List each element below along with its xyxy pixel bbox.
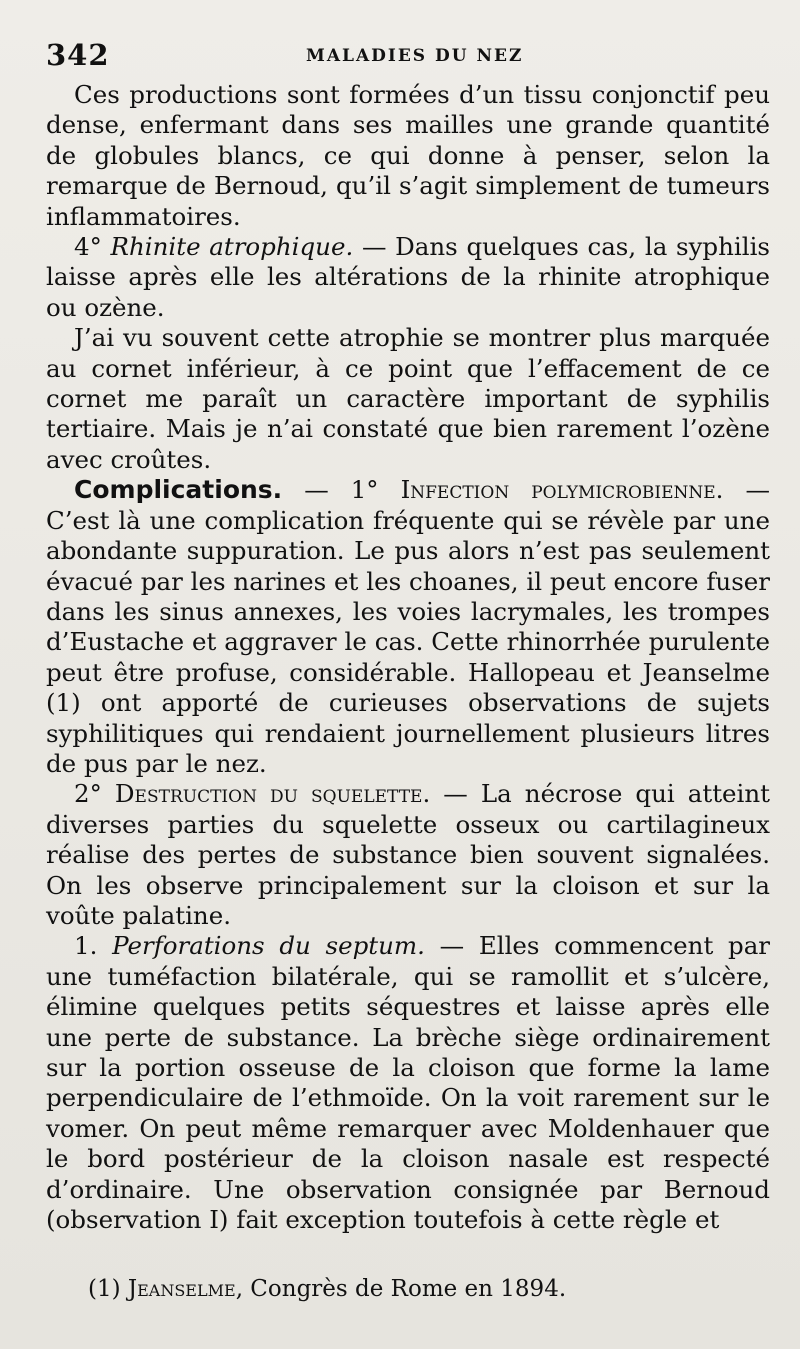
paragraph-complications bbox=[46, 475, 770, 779]
running-head: MALADIES DU NEZ bbox=[306, 46, 524, 66]
subsection-title: — 1° Infection polymicrobienne. bbox=[282, 475, 724, 505]
footnote-author: Jeanselme bbox=[127, 1276, 236, 1302]
section-text: — C’est là une complication fréquente qui se révèle par une abondante suppuration. Le pus alors n’est pas seulement évacué par les narines et les choanes, il peut encore fuser dans les sinus annexes, les voies lacrymales, les trompes d’Eustache et aggraver le cas. Cette rhinorrhée purulente peut être profuse, considérable. Hallopeau et Jeanselme (1) ont apporté de curieuses observations de sujets syphilitiques qui rendaient journellement plusieurs litres de pus par le nez. bbox=[46, 475, 770, 778]
footnote bbox=[88, 1276, 566, 1302]
section-text: — La nécrose qui atteint diverses parties du squelette osseux ou cartilagineux réalise des pertes de substance bien souvent signalées. On les observe principalement sur la cloison et sur la voûte palatine. bbox=[46, 779, 770, 930]
section-title: Perforations du septum. bbox=[112, 931, 425, 961]
section-number: 1. bbox=[74, 931, 113, 961]
section-text: — Elles commencent par une tuméfaction bilatérale, qui se ramollit et s’ulcère, élimine quelques petits séquestres et laisse après elle une perte de substance. La brèche siège ordinairement sur la portion osseuse de la cloison que forme la lame perpendiculaire de l’ethmoïde. On la voit rarement sur le vomer. On peut même remarquer avec Moldenhauer que le bord postérieur de la cloison nasale est respecté d’ordinaire. Une observation consignée par Bernoud (observation I) fait exception toutefois à cette règle et bbox=[46, 931, 771, 1235]
paragraph-atrophie-cornet: J’ai vu souvent cette atrophie se montrer plus marquée au cornet inférieur, à ce point que l’effacement de ce cornet me paraît un caractère important de syphilis tertiaire. Mais je n’ai constaté que bien rarement l’ozène avec croûtes. bbox=[46, 323, 770, 474]
complications-heading: Complications. bbox=[74, 475, 283, 505]
section-number: 2° bbox=[74, 779, 115, 809]
section-title: Rhinite atrophique. bbox=[110, 232, 354, 262]
page-header bbox=[46, 34, 770, 74]
section-text: — Dans quelques cas, la syphilis laisse après elle les altérations de la rhinite atrophique ou ozène. bbox=[46, 232, 770, 322]
footnote-marker: (1) bbox=[88, 1276, 128, 1302]
paragraph-tumeurs: Ces productions sont formées d’un tissu conjonctif peu dense, enfermant dans ses mailles une grande quantité de globules blancs, ce qui donne à penser, selon la remarque de Bernoud, qu’il s’agit simplement de tumeurs inflammatoires. bbox=[46, 80, 770, 231]
section-title: Destruction du squelette. bbox=[114, 779, 431, 809]
paragraph-perforations-septum bbox=[46, 931, 770, 1235]
section-number: 4° bbox=[74, 232, 111, 262]
paragraph-destruction-squelette bbox=[46, 779, 770, 931]
footnote-text: , Congrès de Rome en 1894. bbox=[235, 1276, 567, 1302]
body-text bbox=[46, 80, 770, 1235]
paragraph-rhinite-atrophique bbox=[46, 232, 770, 323]
page-number: 342 bbox=[46, 38, 110, 72]
